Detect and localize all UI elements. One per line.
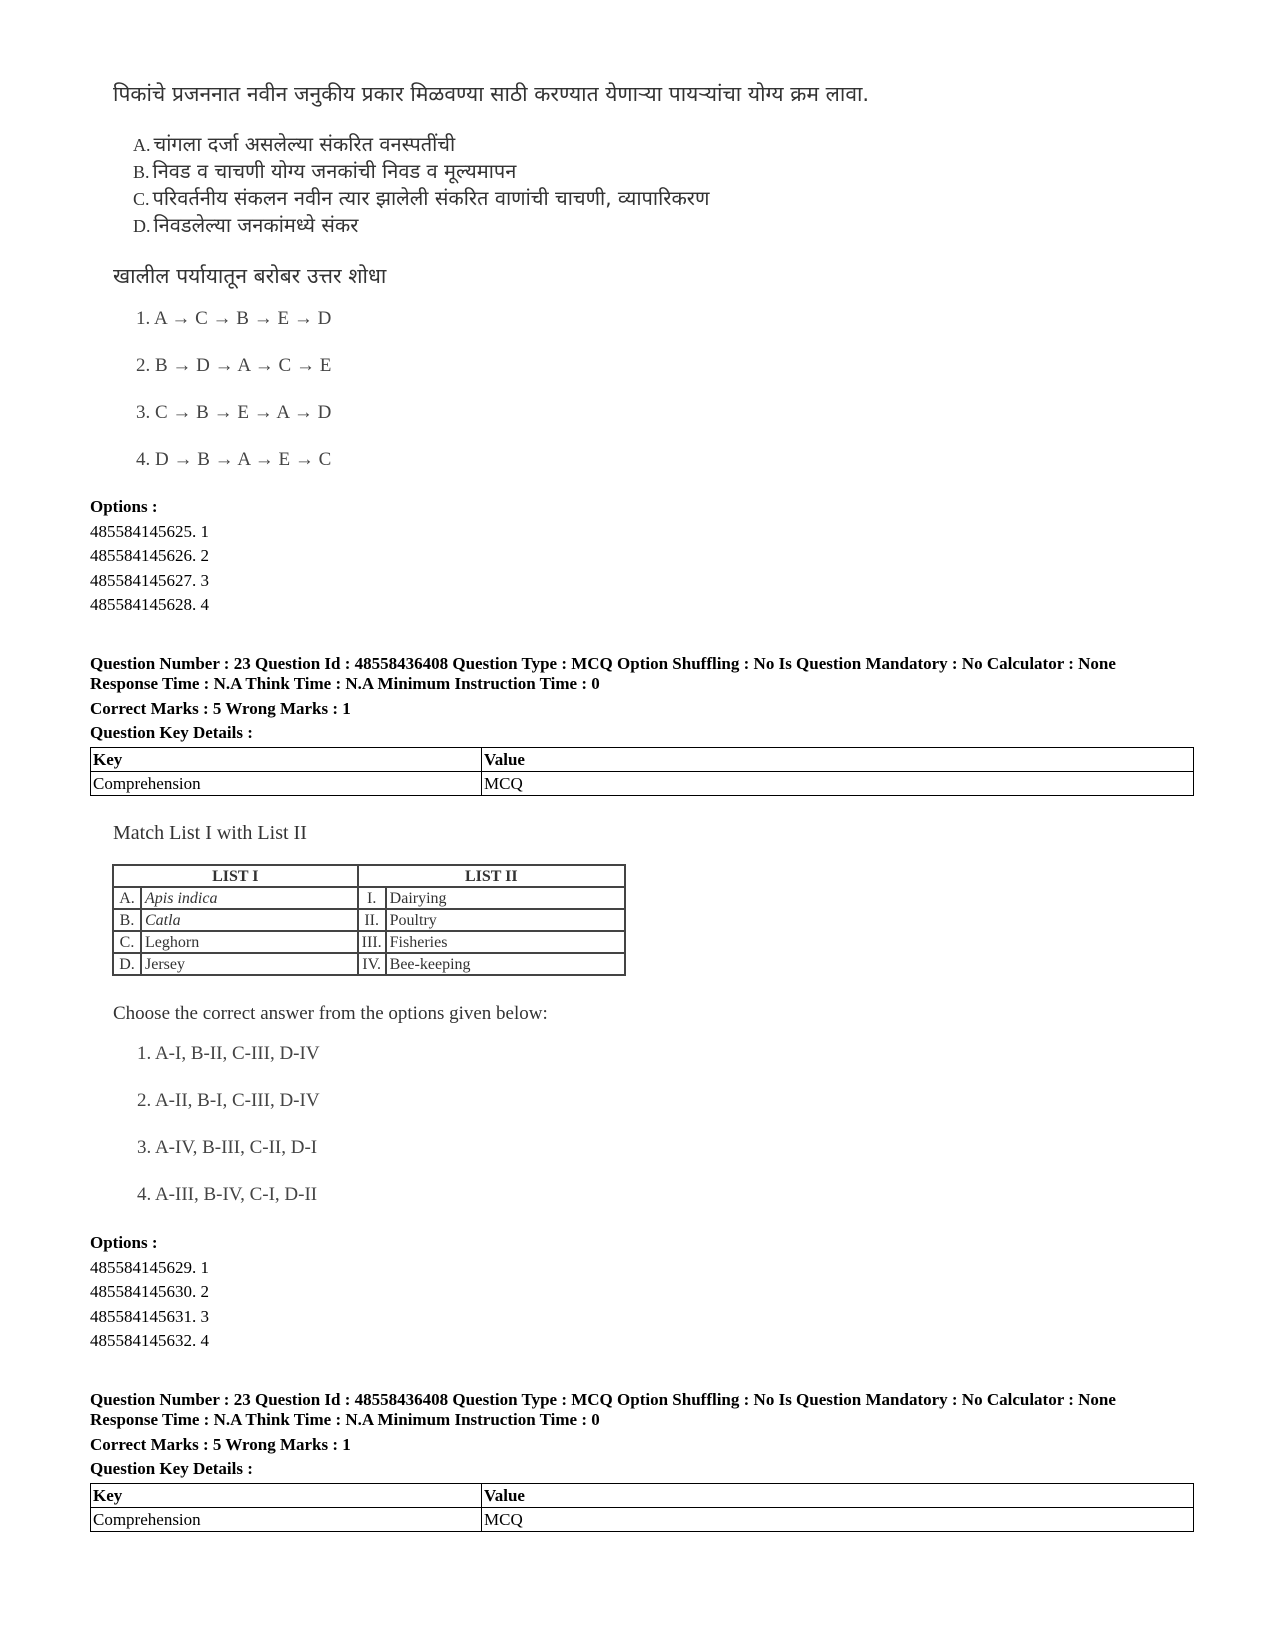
question-2-marks: Correct Marks : 5 Wrong Marks : 1 bbox=[90, 699, 351, 718]
question-2-options bbox=[90, 1231, 209, 1354]
list-1-label: B. bbox=[113, 909, 141, 931]
list-2-item: Poultry bbox=[386, 909, 625, 931]
key-cell: Comprehension bbox=[91, 1508, 482, 1532]
question-2-meta-line2: Response Time : N.A Think Time : N.A Minimum Instruction Time : 0 bbox=[90, 674, 600, 693]
value-cell: MCQ bbox=[482, 1508, 1194, 1532]
question-1-item-b: B. निवड व चाचणी योग्य जनकांची निवड व मूल्यमापन bbox=[133, 159, 517, 183]
question-2-key-details: Question Key Details : bbox=[90, 723, 253, 742]
list-2-label: I. bbox=[358, 887, 386, 909]
match-list-table bbox=[112, 864, 626, 976]
question-2-key-table bbox=[90, 747, 1194, 796]
question-1-item-a: A. चांगला दर्जा असलेल्या संकरित वनस्पतींची bbox=[133, 132, 456, 156]
table-row bbox=[91, 1484, 1194, 1508]
question-2-answer-4: 4. A-III, B-IV, C-I, D-II bbox=[137, 1184, 318, 1205]
question-1-answer-3: 3. C → B → E → A → D bbox=[136, 402, 332, 423]
value-cell: MCQ bbox=[482, 772, 1194, 796]
question-1-item-c: C. परिवर्तनीय संकलन नवीन त्यार झालेली संकरित वाणांची चाचणी, व्यापारिकरण bbox=[133, 186, 710, 210]
question-1-answer-4: 4. D → B → A → E → C bbox=[136, 449, 332, 470]
table-row bbox=[91, 1508, 1194, 1532]
question-1-options bbox=[90, 495, 209, 618]
table-row bbox=[113, 931, 625, 953]
table-row bbox=[91, 772, 1194, 796]
question-3-marks: Correct Marks : 5 Wrong Marks : 1 bbox=[90, 1435, 351, 1454]
table-row bbox=[113, 865, 625, 887]
question-2-answer-3: 3. A-IV, B-III, C-II, D-I bbox=[137, 1137, 318, 1158]
list-1-item: Apis indica bbox=[141, 887, 358, 909]
option-item: 485584145630. 2 bbox=[90, 1282, 209, 1301]
question-2-prompt: Choose the correct answer from the options given below: bbox=[113, 1003, 548, 1024]
question-1-answer-2: 2. B → D → A → C → E bbox=[136, 355, 332, 376]
option-item: 485584145626. 2 bbox=[90, 546, 209, 565]
list-2-item: Dairying bbox=[386, 887, 625, 909]
key-header: Key bbox=[91, 1484, 482, 1508]
list-2-label: III. bbox=[358, 931, 386, 953]
question-1-item-d: D. निवडलेल्या जनकांमध्ये संकर bbox=[133, 213, 359, 237]
list-2-header: LIST II bbox=[358, 865, 625, 887]
question-2-meta-line1: Question Number : 23 Question Id : 48558436408 Question Type : MCQ Option Shuffling : No Is Question Mandatory : No Calculator : None bbox=[90, 654, 1116, 673]
value-header: Value bbox=[482, 1484, 1194, 1508]
list-1-item: Leghorn bbox=[141, 931, 358, 953]
list-1-item: Jersey bbox=[141, 953, 358, 975]
option-item: 485584145628. 4 bbox=[90, 595, 209, 614]
list-1-header: LIST I bbox=[113, 865, 358, 887]
option-item: 485584145629. 1 bbox=[90, 1257, 209, 1277]
options-heading: Options : bbox=[90, 1233, 158, 1252]
list-1-label: D. bbox=[113, 953, 141, 975]
option-item: 485584145625. 1 bbox=[90, 521, 209, 541]
question-3-meta-line1: Question Number : 23 Question Id : 48558436408 Question Type : MCQ Option Shuffling : No Is Question Mandatory : No Calculator : None bbox=[90, 1390, 1116, 1409]
option-item: 485584145627. 3 bbox=[90, 570, 209, 590]
table-row bbox=[91, 748, 1194, 772]
key-header: Key bbox=[91, 748, 482, 772]
option-item: 485584145632. 4 bbox=[90, 1331, 209, 1350]
question-2-answer-2: 2. A-II, B-I, C-III, D-IV bbox=[137, 1090, 320, 1111]
list-1-item: Catla bbox=[141, 909, 358, 931]
list-2-label: IV. bbox=[358, 953, 386, 975]
question-1-stem: पिकांचे प्रजननात नवीन जनुकीय प्रकार मिळवण्या साठी करण्यात येणाऱ्या पायऱ्यांचा योग्य क्रम लावा. bbox=[113, 82, 870, 106]
list-2-item: Bee-keeping bbox=[386, 953, 625, 975]
question-1-answer-1: 1. A → C → B → E → D bbox=[136, 308, 332, 329]
option-item: 485584145631. 3 bbox=[90, 1306, 209, 1326]
question-2-answer-1: 1. A-I, B-II, C-III, D-IV bbox=[137, 1043, 320, 1064]
question-3-meta-line2: Response Time : N.A Think Time : N.A Minimum Instruction Time : 0 bbox=[90, 1410, 600, 1429]
list-2-label: II. bbox=[358, 909, 386, 931]
table-row bbox=[113, 887, 625, 909]
list-1-label: C. bbox=[113, 931, 141, 953]
list-2-item: Fisheries bbox=[386, 931, 625, 953]
list-1-label: A. bbox=[113, 887, 141, 909]
question-2-stem: Match List I with List II bbox=[113, 822, 307, 844]
question-1-prompt: खालील पर्यायातून बरोबर उत्तर शोधा bbox=[113, 264, 387, 288]
options-heading: Options : bbox=[90, 497, 158, 516]
question-3-key-table bbox=[90, 1483, 1194, 1532]
question-3-key-details: Question Key Details : bbox=[90, 1459, 253, 1478]
table-row bbox=[113, 953, 625, 975]
value-header: Value bbox=[482, 748, 1194, 772]
table-row bbox=[113, 909, 625, 931]
key-cell: Comprehension bbox=[91, 772, 482, 796]
